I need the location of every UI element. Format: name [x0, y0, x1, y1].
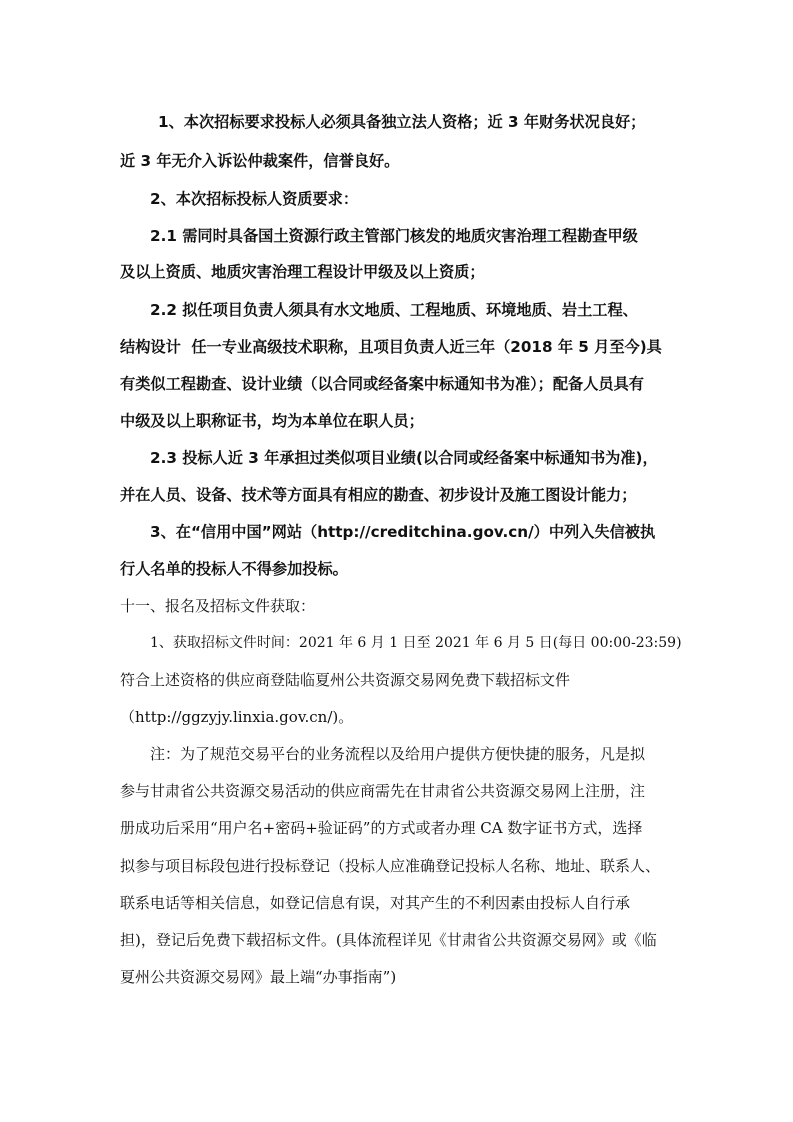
clause-2-2-line-4: 中级及以上职称证书，均为本单位在职人员；: [120, 412, 424, 430]
note-line-4: 拟参与项目标段包进行投标登记（投标人应准确登记投标人名称、地址、联系人、: [120, 857, 661, 875]
note-line-3: 册成功后采用“用户名+密码+验证码”的方式或者办理 CA 数字证书方式，选择: [120, 819, 643, 837]
clause-1-line-1: 1、本次招标要求投标人必须具备独立法人资格；近 3 年财务状况良好；: [158, 113, 646, 131]
acquisition-url-line: （http://ggzyjy.linxia.gov.cn/)。: [120, 708, 354, 726]
clause-2-1-line-2: 及以上资质、地质灾害治理工程设计甲级及以上资质；: [120, 263, 485, 281]
clause-2-3-line-1: 2.3 投标人近 3 年承担过类似项目业绩(以合同或经备案中标通知书为准)，: [150, 449, 658, 467]
note-line-6: 担)，登记后免费下载招标文件。(具体流程详见《甘肃省公共资源交易网》或《临: [120, 931, 657, 949]
section-11-heading: 十一、报名及招标文件获取：: [120, 597, 316, 615]
clause-2-heading: 2、本次招标投标人资质要求：: [150, 190, 359, 208]
note-line-7: 夏州公共资源交易网》最上端“办事指南”): [120, 968, 397, 986]
note-line-5: 联系电话等相关信息，如登记信息有误，对其产生的不利因素由投标人自行承: [120, 894, 631, 912]
clause-3-line-2: 行人名单的投标人不得参加投标。: [120, 560, 348, 578]
acquisition-method-line: 符合上述资格的供应商登陆临夏州公共资源交易网免费下载招标文件: [120, 671, 571, 689]
acquisition-time-line: 1、获取招标文件时间：2021 年 6 月 1 日至 2021 年 6 月 5 日(每日 00:00-23:59): [150, 635, 682, 651]
clause-3-line-1: 3、在“信用中国”网站（http://creditchina.gov.cn/）中列入失信被执: [150, 523, 656, 541]
clause-2-2-line-3: 有类似工程勘查、设计业绩（以合同或经备案中标通知书为准）；配备人员具有: [120, 375, 644, 393]
note-line-1: 注：为了规范交易平台的业务流程以及给用户提供方便快捷的服务，凡是拟: [150, 745, 646, 763]
clause-1-line-2: 近 3 年无介入诉讼仲裁案件，信誉良好。: [120, 152, 400, 170]
clause-2-2-line-2: 结构设计 任一专业高级技术职称，且项目负责人近三年（2018 年 5 月至今)具: [120, 338, 662, 356]
clause-2-3-line-2: 并在人员、设备、技术等方面具有相应的勘查、初步设计及施工图设计能力；: [120, 486, 637, 504]
note-line-2: 参与甘肃省公共资源交易活动的供应商需先在甘肃省公共资源交易网上注册，注: [120, 782, 646, 800]
clause-2-1-line-1: 2.1 需同时具备国土资源行政主管部门核发的地质灾害治理工程勘查甲级: [150, 227, 638, 245]
clause-2-2-line-1: 2.2 拟任项目负责人须具有水文地质、工程地质、环境地质、岩土工程、: [150, 301, 638, 319]
